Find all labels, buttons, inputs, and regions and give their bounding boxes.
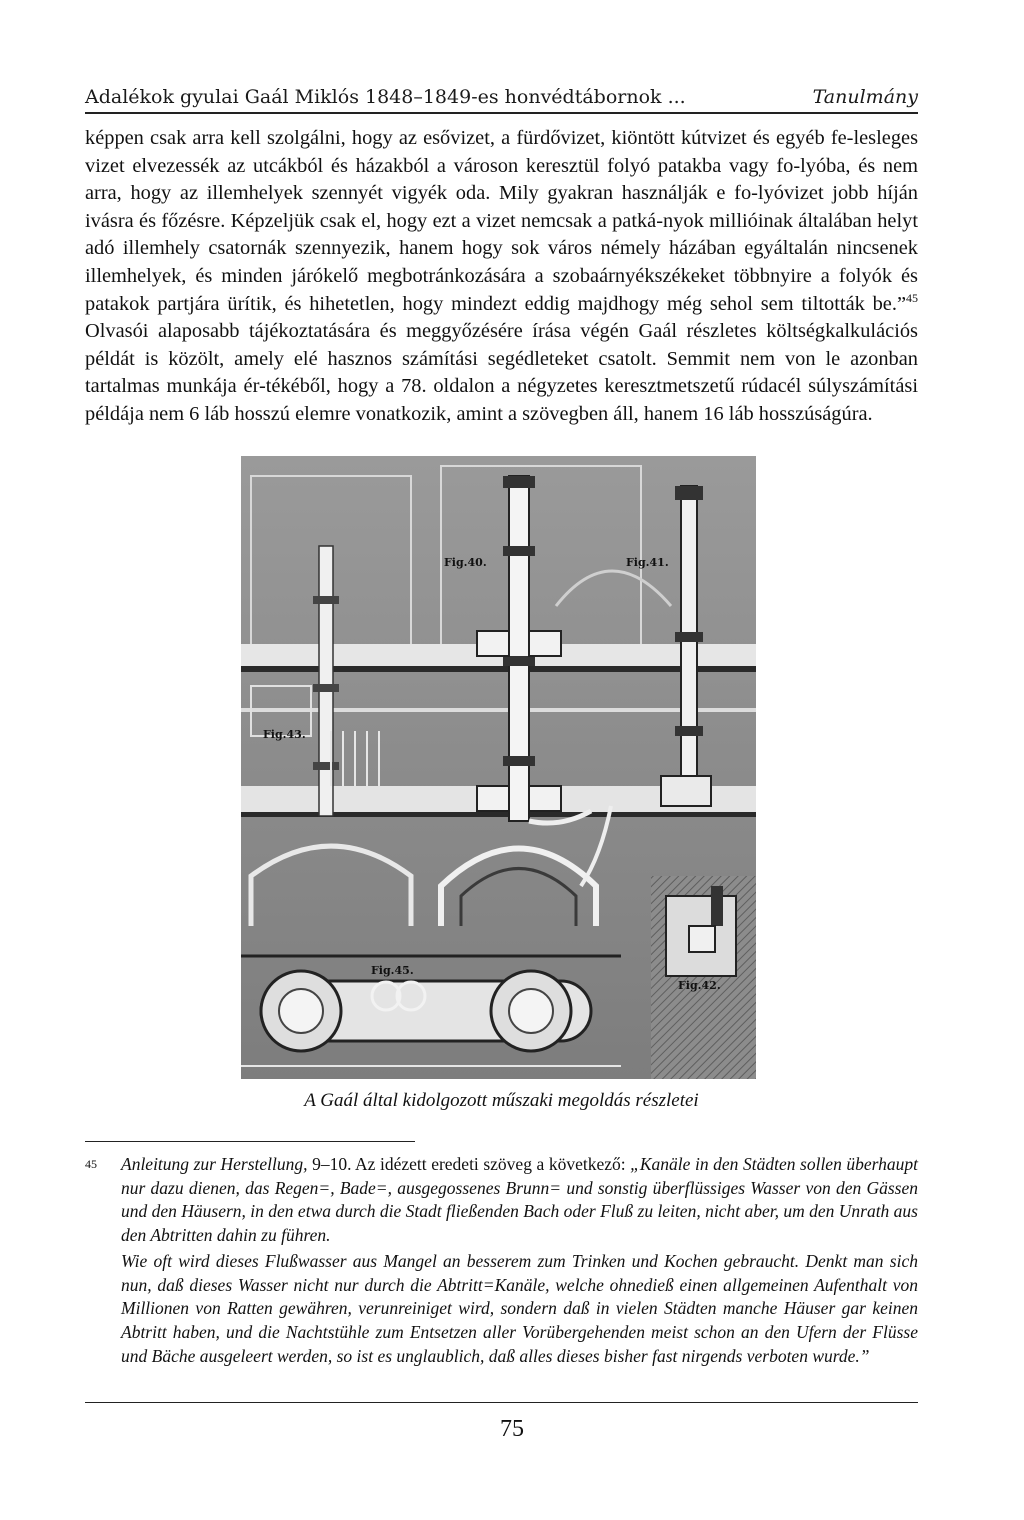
footnote-source-pages: 9–10. Az idézett eredeti szöveg a következő: (307, 1154, 631, 1174)
running-head-section: Tanulmány (812, 86, 918, 108)
figure-caption: A Gaál által kidolgozott műszaki megoldás részletei (304, 1090, 699, 1111)
fig-label-40: Fig.40. (444, 556, 487, 569)
footnote-body (121, 1153, 918, 1368)
running-head-title: Adalékok gyulai Gaál Miklós 1848–1849-es honvédtábornok ... (85, 86, 686, 108)
footnote-separator (85, 1141, 415, 1142)
fig-label-43: Fig.43. (263, 728, 306, 741)
footnote-reference[interactable]: 45 (906, 290, 918, 305)
footnote-number: 45 (85, 1157, 97, 1171)
fig-label-42: Fig.42. (678, 979, 721, 992)
body-paragraph (85, 125, 918, 429)
footnote-source-title: Anleitung zur Herstellung, (121, 1154, 308, 1174)
running-head (85, 86, 918, 112)
technical-drawing-figure (241, 456, 756, 1079)
footnote-45 (85, 1153, 918, 1368)
fig-label-45: Fig.45. (371, 964, 414, 977)
body-text-part-1: képpen csak arra kell szolgálni, hogy az esővizet, a fürdővizet, kiöntött kútvizet és egyéb fe-lesleges vizet elvezessék az utcákból és házakból a városon keresztül folyó patakba vagy fo-lyóba, és nem arra, hogy az illemhelyek szennyét vigyék oda. Mily gyakran használják e fo-lyóvizet jobb híján ivásra és főzésre. Képzeljük csak el, hogy ezt a vizet nemcsak a patká-nyok millióinak általában helyt adó illemhely csatornák szennyezik, hanem hogy sok város némely házában egyáltalán nincsenek illemhelyek, és minden járókelő megbotránkozására a szobaárnyékszékeket többnyire a folyók és patakok partjára ürítik, és hihetetlen, hogy mindezt eddig majdhogy még sehol sem tiltották be.” (85, 127, 918, 315)
footnote-quote-1: „Kanäle in den Städten sollen überhaupt nur dazu dienen, das Regen=, Bade=, ausgegossenes Brunn= und sonstig überflüssiges Wasser von den Gässen und den Häusern, in den etwa durch die Stadt fließenden Bach oder Fluß zu leiten, nicht aber, um den Unrath aus den Abtritten dahin zu führen. (121, 1154, 918, 1246)
footer-rule (85, 1402, 918, 1403)
fig-label-41: Fig.41. (626, 556, 669, 569)
header-rule (85, 112, 918, 114)
technical-drawing (241, 456, 756, 1079)
body-text-part-2: Olvasói alaposabb tájékoztatására és meggyőzésére írása végén Gaál részletes költségkalkulációs példát is közölt, amely elé hasznos számítási segédleteket csatolt. Semmit nem von le azonban tartalmas munkája ér-tékéből, hogy a 78. oldalon a négyzetes keresztmetszetű rúdacél súlyszámítási példája nem 6 láb hosszú elemre vonatkozik, amint a szövegben áll, hanem 16 láb hosszúságúra. (85, 320, 918, 425)
footnote-paragraph-1 (121, 1153, 918, 1248)
footnote-quote-2: Wie oft wird dieses Flußwasser aus Mangel an besserem zum Trinken und Kochen gebraucht. Denkt man sich nun, daß dieses Wasser nicht nur durch die Abtritt=Kanäle, welche ohnedieß einen allgemeinen Aufenthalt von Millionen von Ratten gewähren, verunreiniget wird, sondern daß in vielen Städten manche Häuser gar keinen Abtritt haben, und die Nachtstühle zum Entsetzen aller Vorübergehenden meist schon an den Ufern der Flüsse und Bäche ausgeleert werden, so ist es unglaublich, daß alles dieses bisher fast nirgends verboten wurde.” (121, 1250, 918, 1366)
page-number: 75 (500, 1416, 524, 1442)
